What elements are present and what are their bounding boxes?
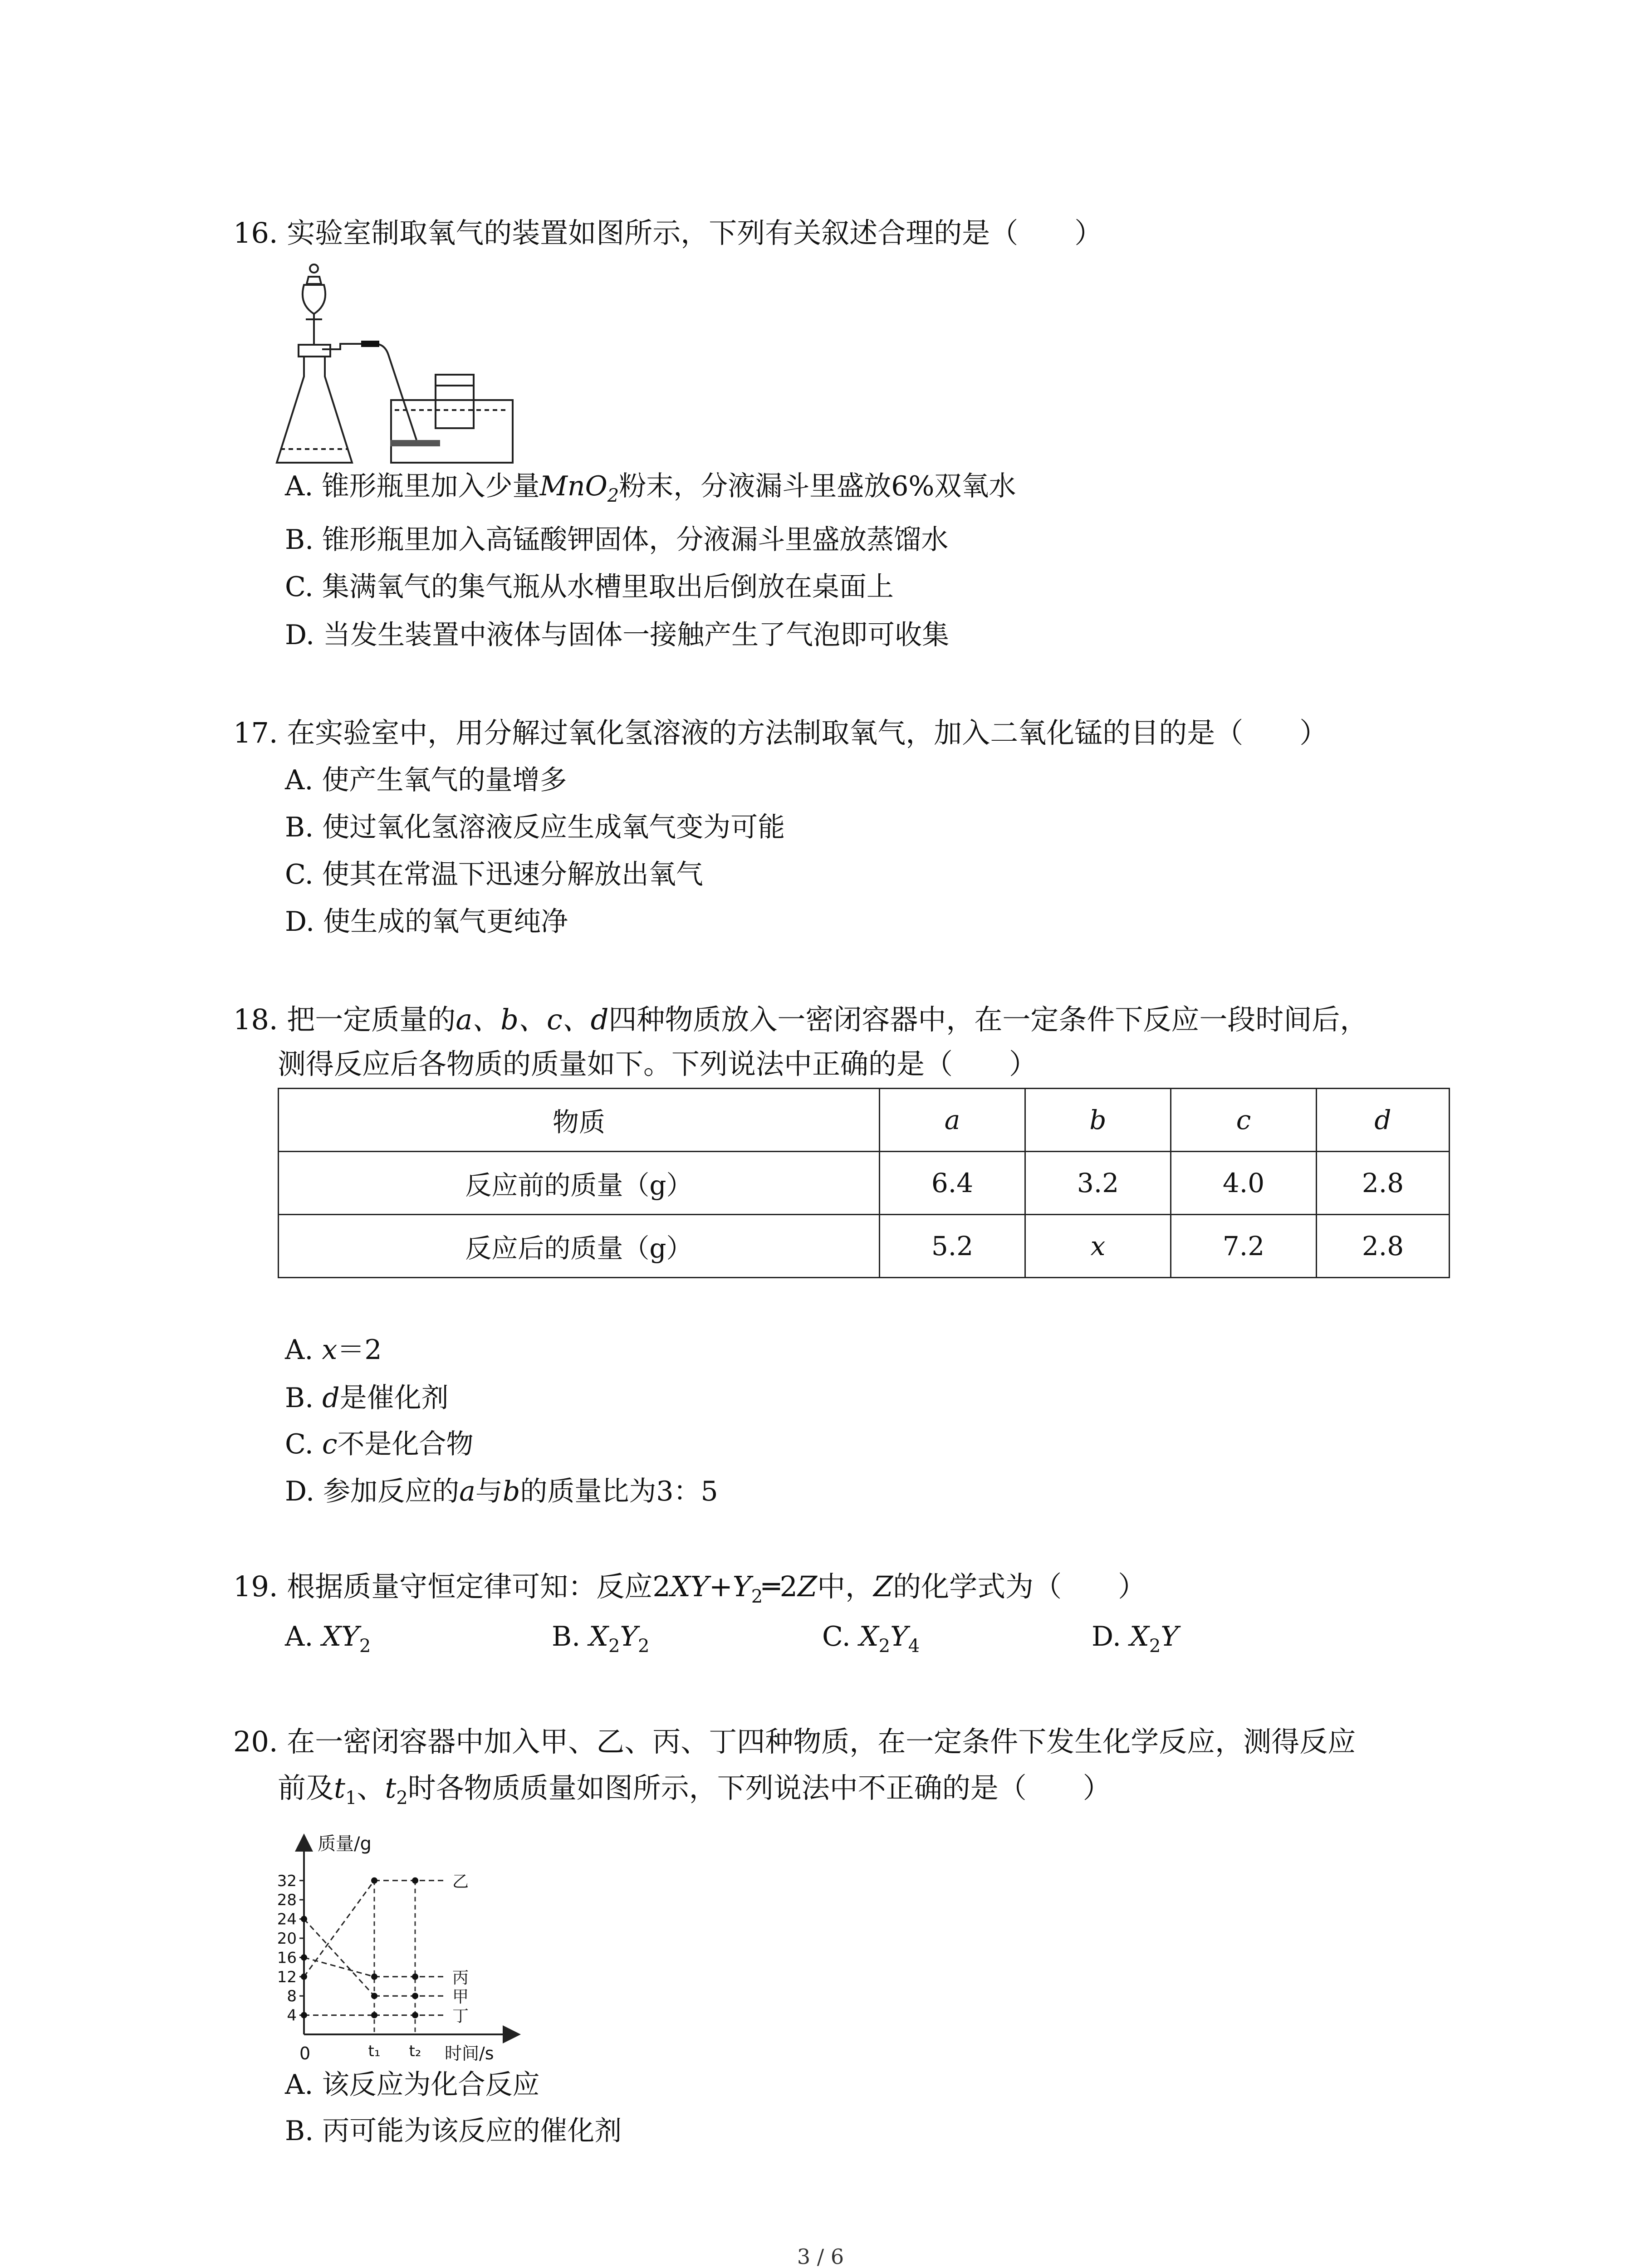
origin-label: 0 <box>299 2043 311 2063</box>
y-tick-label: 16 <box>277 1949 297 1967</box>
table-header-cell: a <box>880 1089 1025 1152</box>
table-cell: 2.8 <box>1317 1215 1450 1278</box>
series-line <box>304 1957 374 1976</box>
q16-option-d[interactable]: D. 当发生装置中液体与固体一接触产生了气泡即可收集 <box>285 619 950 651</box>
data-point <box>371 1877 377 1884</box>
table-header-cell: 物质 <box>279 1089 880 1152</box>
data-point <box>412 1993 418 1999</box>
q20-stem-line1: 20. 在一密闭容器中加入甲、乙、丙、丁四种物质，在一定条件下发生化学反应，测得反应 <box>233 1725 1356 1758</box>
mass-time-chart <box>254 1828 535 2064</box>
table-row-label: 反应前的质量（g） <box>279 1152 880 1215</box>
q16-option-a[interactable]: A. 锥形瓶里加入少量MnO$_2$粉末，分液漏斗里盛放6%双氧水 <box>285 470 1016 506</box>
series-line <box>304 1881 374 1977</box>
y-tick-label: 24 <box>277 1910 297 1929</box>
table-cell: 6.4 <box>880 1152 1025 1215</box>
series-label: 丙 <box>452 1968 469 1987</box>
y-tick-label: 28 <box>277 1891 297 1910</box>
q17-stem: 17. 在实验室中，用分解过氧化氢溶液的方法制取氧气，加入二氧化锰的目的是（ ） <box>233 716 1328 749</box>
q18-option-b[interactable]: B. d是催化剂 <box>285 1382 449 1414</box>
q18-mass-table <box>278 1088 1450 1278</box>
y-tick-label: 8 <box>287 1987 297 2006</box>
q18-option-d[interactable]: D. 参加反应的a与b的质量比为3：5 <box>285 1476 718 1507</box>
y-axis-label: 质量/g <box>318 1833 372 1854</box>
data-point <box>371 2012 377 2019</box>
y-tick-label: 20 <box>277 1930 297 1948</box>
data-point <box>301 2012 307 2019</box>
q20-option-b[interactable]: B. 丙可能为该反应的催化剂 <box>285 2115 622 2147</box>
y-tick-label: 32 <box>277 1872 297 1890</box>
series-label: 甲 <box>452 1988 469 2007</box>
table-row-label: 反应后的质量（g） <box>279 1215 880 1278</box>
y-tick-label: 12 <box>277 1968 297 1986</box>
table-row <box>279 1152 1450 1215</box>
q17-option-b[interactable]: B. 使过氧化氢溶液反应生成氧气变为可能 <box>285 811 785 843</box>
q16-option-b[interactable]: B. 锥形瓶里加入高锰酸钾固体，分液漏斗里盛放蒸馏水 <box>285 524 949 556</box>
q17-option-d[interactable]: D. 使生成的氧气更纯净 <box>285 906 568 938</box>
q19-option-d[interactable]: D. $X_2Y$ <box>1092 1621 1179 1657</box>
table-cell: 3.2 <box>1025 1152 1171 1215</box>
table-header-cell: b <box>1025 1089 1171 1152</box>
data-point <box>301 1916 307 1922</box>
q16-apparatus-figure <box>272 263 526 472</box>
table-header-cell: c <box>1171 1089 1317 1152</box>
data-point <box>301 1974 307 1980</box>
x-tick-label: t₂ <box>409 2042 421 2060</box>
q16-option-c[interactable]: C. 集满氧气的集气瓶从水槽里取出后倒放在桌面上 <box>285 571 894 603</box>
q20-option-a[interactable]: A. 该反应为化合反应 <box>285 2069 540 2101</box>
table-cell: 7.2 <box>1171 1215 1317 1278</box>
series-label: 丁 <box>452 2007 469 2026</box>
table-cell: 5.2 <box>880 1215 1025 1278</box>
data-point <box>412 1877 418 1884</box>
data-point <box>371 1993 377 1999</box>
q18-stem-line1: 18. 把一定质量的a、b、c、d四种物质放入一密闭容器中，在一定条件下反应一段时间后， <box>233 1003 1368 1036</box>
q18-option-a[interactable]: A. x＝2 <box>285 1334 382 1366</box>
data-point <box>371 1974 377 1980</box>
data-point <box>301 1954 307 1960</box>
table-header-row <box>279 1089 1450 1152</box>
table-header-cell: d <box>1317 1089 1450 1152</box>
q16-stem: 16. 实验室制取氧气的装置如图所示，下列有关叙述合理的是（ ） <box>233 216 1103 249</box>
q17-option-a[interactable]: A. 使产生氧气的量增多 <box>285 764 567 796</box>
table-cell: x <box>1025 1215 1171 1278</box>
data-point <box>412 1974 418 1980</box>
x-axis-label: 时间/s <box>445 2043 494 2063</box>
page-number: 3 / 6 <box>797 2244 844 2268</box>
q19-stem: 19. 根据质量守恒定律可知：反应$2XY+Y_2═2Z$中，Z的化学式为（ ） <box>233 1570 1146 1607</box>
series-line <box>304 1919 374 1996</box>
y-tick-label: 4 <box>287 2006 297 2025</box>
x-tick-label: t₁ <box>368 2042 381 2060</box>
table-cell: 4.0 <box>1171 1152 1317 1215</box>
q18-option-c[interactable]: C. c不是化合物 <box>285 1428 474 1460</box>
table-cell: 2.8 <box>1317 1152 1450 1215</box>
q18-stem-line2: 测得反应后各物质的质量如下。下列说法中正确的是（ ） <box>278 1047 1038 1080</box>
q17-option-c[interactable]: C. 使其在常温下迅速分解放出氧气 <box>285 859 703 890</box>
q20-stem-line2: 前及$t_1$、$t_2$时各物质质量如图所示，下列说法中不正确的是（ ） <box>278 1771 1111 1809</box>
q19-option-a[interactable]: A. $XY_2$ <box>285 1621 371 1657</box>
table-row <box>279 1215 1450 1278</box>
series-label: 乙 <box>452 1872 469 1891</box>
q19-option-b[interactable]: B. $X_2Y_2$ <box>552 1621 650 1657</box>
data-point <box>412 2012 418 2019</box>
q19-option-c[interactable]: C. $X_2Y_4$ <box>822 1621 920 1657</box>
